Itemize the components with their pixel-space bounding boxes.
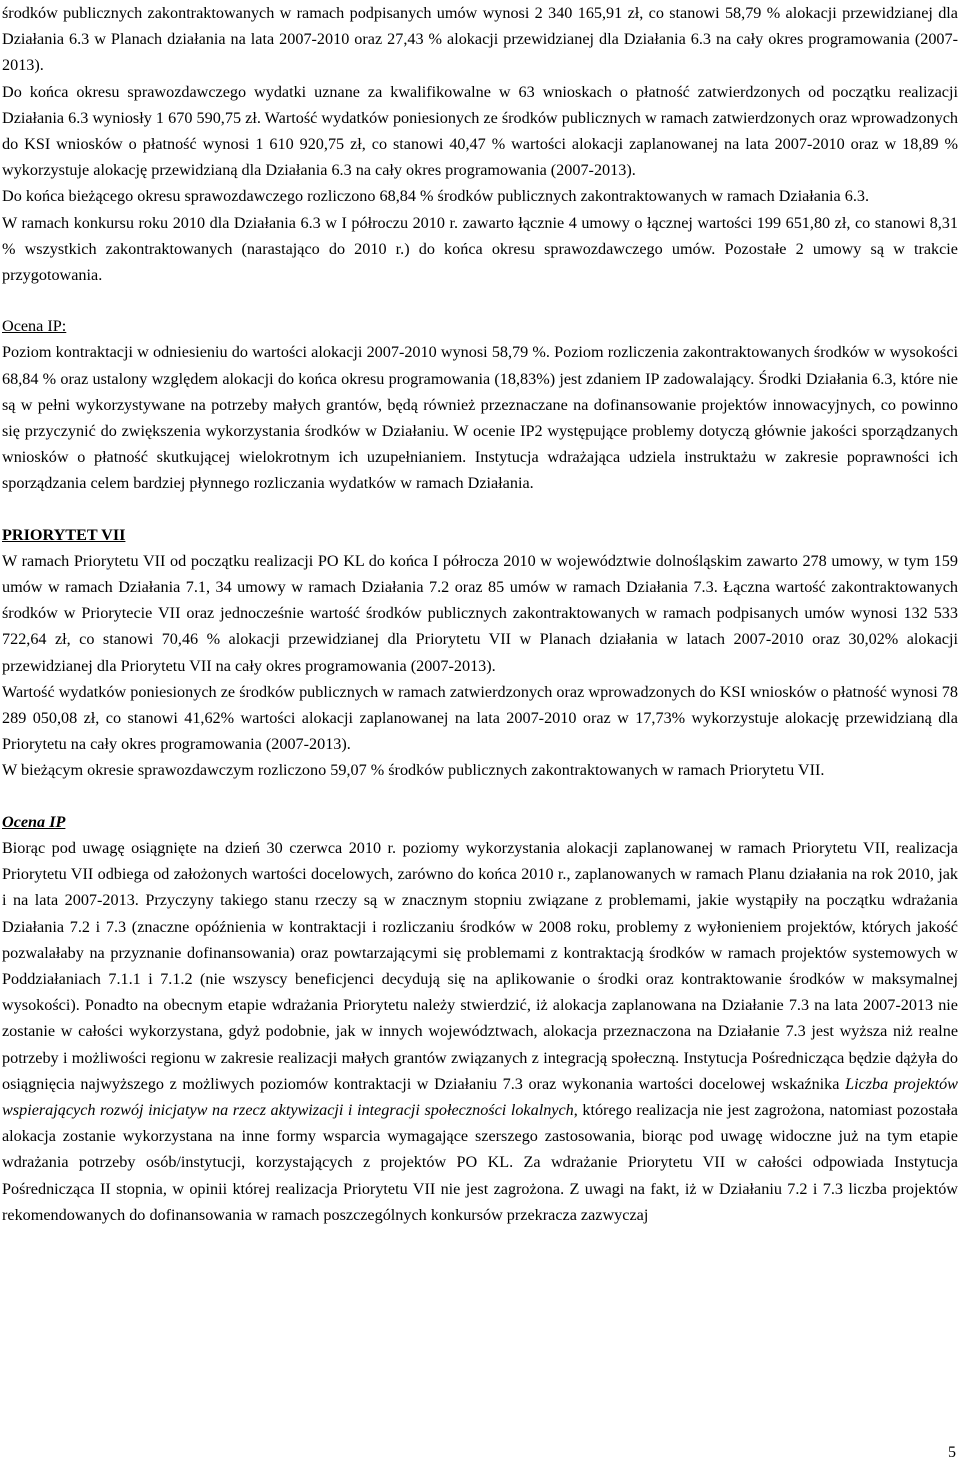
document-page bbox=[2, 0, 958, 1228]
page-number: 5 bbox=[948, 1444, 956, 1461]
paragraph-priorytet-vii-contracts: W ramach Priorytetu VII od początku realizacji PO KL do końca I półrocza 2010 w województwie dolnośląskim zawarto 278 umowy, w tym 159 umów w ramach Działania 7.1, 34 umowy w ramach Działania 7.2 oraz 85 umów w ramach Działania 7.3. Łączna wartość zakontraktowanych środków w Priorytecie VII oraz jednocześnie wartość środków publicznych zakontraktowanych w ramach podpisanych umów wynosi 132 533 722,64 zł, co stanowi 70,46 % alokacji przewidzianej dla Priorytetu VII w Planach działania w latach 2007-2010 oraz 30,02% alokacji przewidzianej dla Priorytetu VII na cały okres programowania (2007-2013). bbox=[2, 551, 958, 675]
indicator-name-italic: Liczba projektów wspierających rozwój inicjatyw na rzecz aktywizacji i integracji społeczności lokalnych bbox=[2, 1074, 958, 1119]
ocena-text-part-1: Biorąc pod uwagę osiągnięte na dzień 30 czerwca 2010 r. poziomy wykorzystania alokacji zaplanowanej w ramach Priorytetu VII, realizacja Priorytetu VII odbiega od założonych wartości docelowych, zarówno do końca 2010 r., zaplanowanych w ramach Planu działania na rok 2010, jak i na lata 2007-2013. Przyczyny takiego stanu rzeczy są w znacznym stopniu związane z problemami, jakie wystąpiły na początku wdrażania Działania 7.2 i 7.3 (znaczne opóźnienia w kontraktacji i rozliczaniu środków w 2008 roku, problemy z wyłonieniem projektów, których jakość pozwalałaby na przyznanie dofinansowania) oraz powtarzającymi się problemami z kontraktacją środków w ramach projektów systemowych w Poddziałaniach 7.1.1 i 7.1.2 (nie wszyscy beneficjenci decydują się na aplikowanie o środki oraz kontraktowanie środków w maksymalnej wysokości). Ponadto na obecnym etapie wdrażania Priorytetu należy stwierdzić, iż alokacja zaplanowana na Działanie 7.3 na lata 2007-2013 nie zostanie w całości wykorzystana, gdyż podobnie, jak w innych województwach, alokacja przeznaczona na Działanie 7.3 jest wyższa niż realne potrzeby i możliwości regionu w zakresie realizacji małych grantów związanych z integracją społeczną. Instytucja Pośrednicząca będzie dążyła do osiągnięcia najwyższego z możliwych poziomów kontraktacji w Działaniu 7.3 oraz wykonania wartości docelowej wskaźnika bbox=[2, 838, 958, 1093]
paragraph-ocena-ip-6-3: Poziom kontraktacji w odniesieniu do wartości alokacji 2007-2010 wynosi 58,79 %. Poziom rozliczenia zakontraktowanych środków w wysokości 68,84 % oraz ustalony względem alokacji do końca okresu programowania (18,83%) jest zdaniem IP zadowalający. Środki Działania 6.3, które nie są w pełni wykorzystywane na potrzeby małych grantów, będą również przeznaczane na dofinansowanie projektów innowacyjnych, co powinno się przyczynić do zwiększenia wykorzystania środków w Działaniu. W ocenie IP2 występujące problemy dotyczą głównie jakości sporządzanych wniosków o płatność skutkującej wielokrotnym ich uzupełnianiem. Instytucja wdrażająca udziela instruktażu w zakresie poprawności ich sporządzania celem bardziej płynnego rozliczania wydatków w ramach Działania. bbox=[2, 343, 958, 493]
ocena-ip-label-2: Ocena IP bbox=[2, 812, 66, 831]
section-heading-priorytet-vii: PRIORYTET VII bbox=[2, 525, 126, 544]
paragraph-settled-funds-6-3: Do końca bieżącego okresu sprawozdawczego rozliczono 68,84 % środków publicznych zakontraktowanych w ramach Działania 6.3. bbox=[2, 187, 870, 206]
spacer bbox=[2, 288, 958, 313]
spacer bbox=[2, 784, 958, 809]
paragraph-contracted-funds-6-3: środków publicznych zakontraktowanych w ramach podpisanych umów wynosi 2 340 165,91 zł, co stanowi 58,79 % alokacji przewidzianej dla Działania 6.3 w Planach działania na lata 2007-2010 oraz 27,43 % alokacji przewidzianej dla Działania 6.3 na cały okres programowania (2007-2013). bbox=[2, 4, 958, 75]
paragraph-competition-2010: W ramach konkursu roku 2010 dla Działania 6.3 w I półroczu 2010 r. zawarto łącznie 4 umowy o łącznej wartości 199 651,80 zł, co stanowi 8,31 % wszystkich zakontraktowanych (narastająco do 2010 r.) do końca okresu sprawozdawczego umów. Pozostałe 2 umowy są w trakcie przygotowania. bbox=[2, 213, 958, 285]
ocena-text-part-2: , którego realizacja nie jest zagrożona, natomiast pozostała alokacja zostanie wykorzystana na inne formy wsparcia wymagające szerszego zastosowania, biorąc pod uwagę widoczne już na tym etapie wdrażania potrzeby osób/instytucji, korzystających z projektów PO KL. Za wdrażanie Priorytetu VII w całości odpowiada Instytucja Pośrednicząca II stopnia, w opinii której realizacja Priorytetu VII nie jest zagrożona. Z uwagi na fakt, iż w Działaniu 7.2 i 7.3 liczba projektów rekomendowanych do dofinansowania w ramach poszczególnych konkursów przekracza zazwyczaj bbox=[2, 1100, 958, 1224]
paragraph-ocena-ip-priorytet-vii bbox=[2, 835, 958, 1228]
paragraph-eligible-expenditure-6-3: Do końca okresu sprawozdawczego wydatki uznane za kwalifikowalne w 63 wnioskach o płatność zatwierdzonych od początku realizacji Działania 6.3 wyniosły 1 670 590,75 zł. Wartość wydatków poniesionych ze środków publicznych w ramach zatwierdzonych oraz wprowadzonych do KSI wniosków o płatność wynosi 1 610 920,75 zł, co stanowi 40,47 % wartości alokacji zaplanowanej na lata 2007-2010 oraz w 18,89 % wykorzystuje alokację przewidzianą dla Działania 6.3 na cały okres programowania (2007-2013). bbox=[2, 82, 958, 180]
spacer bbox=[2, 497, 958, 522]
ocena-ip-label: Ocena IP: bbox=[2, 317, 67, 336]
paragraph-priorytet-vii-settled: W bieżącym okresie sprawozdawczym rozliczono 59,07 % środków publicznych zakontraktowanych w ramach Priorytetu VII. bbox=[2, 761, 825, 780]
paragraph-priorytet-vii-expenditure: Wartość wydatków poniesionych ze środków publicznych w ramach zatwierdzonych oraz wprowadzonych do KSI wniosków o płatność wynosi 78 289 050,08 zł, co stanowi 41,62% wartości alokacji zaplanowanej na lata 2007-2010 oraz w 17,73% wykorzystuje alokację przewidzianą dla Priorytetu na cały okres programowania (2007-2013). bbox=[2, 682, 958, 754]
